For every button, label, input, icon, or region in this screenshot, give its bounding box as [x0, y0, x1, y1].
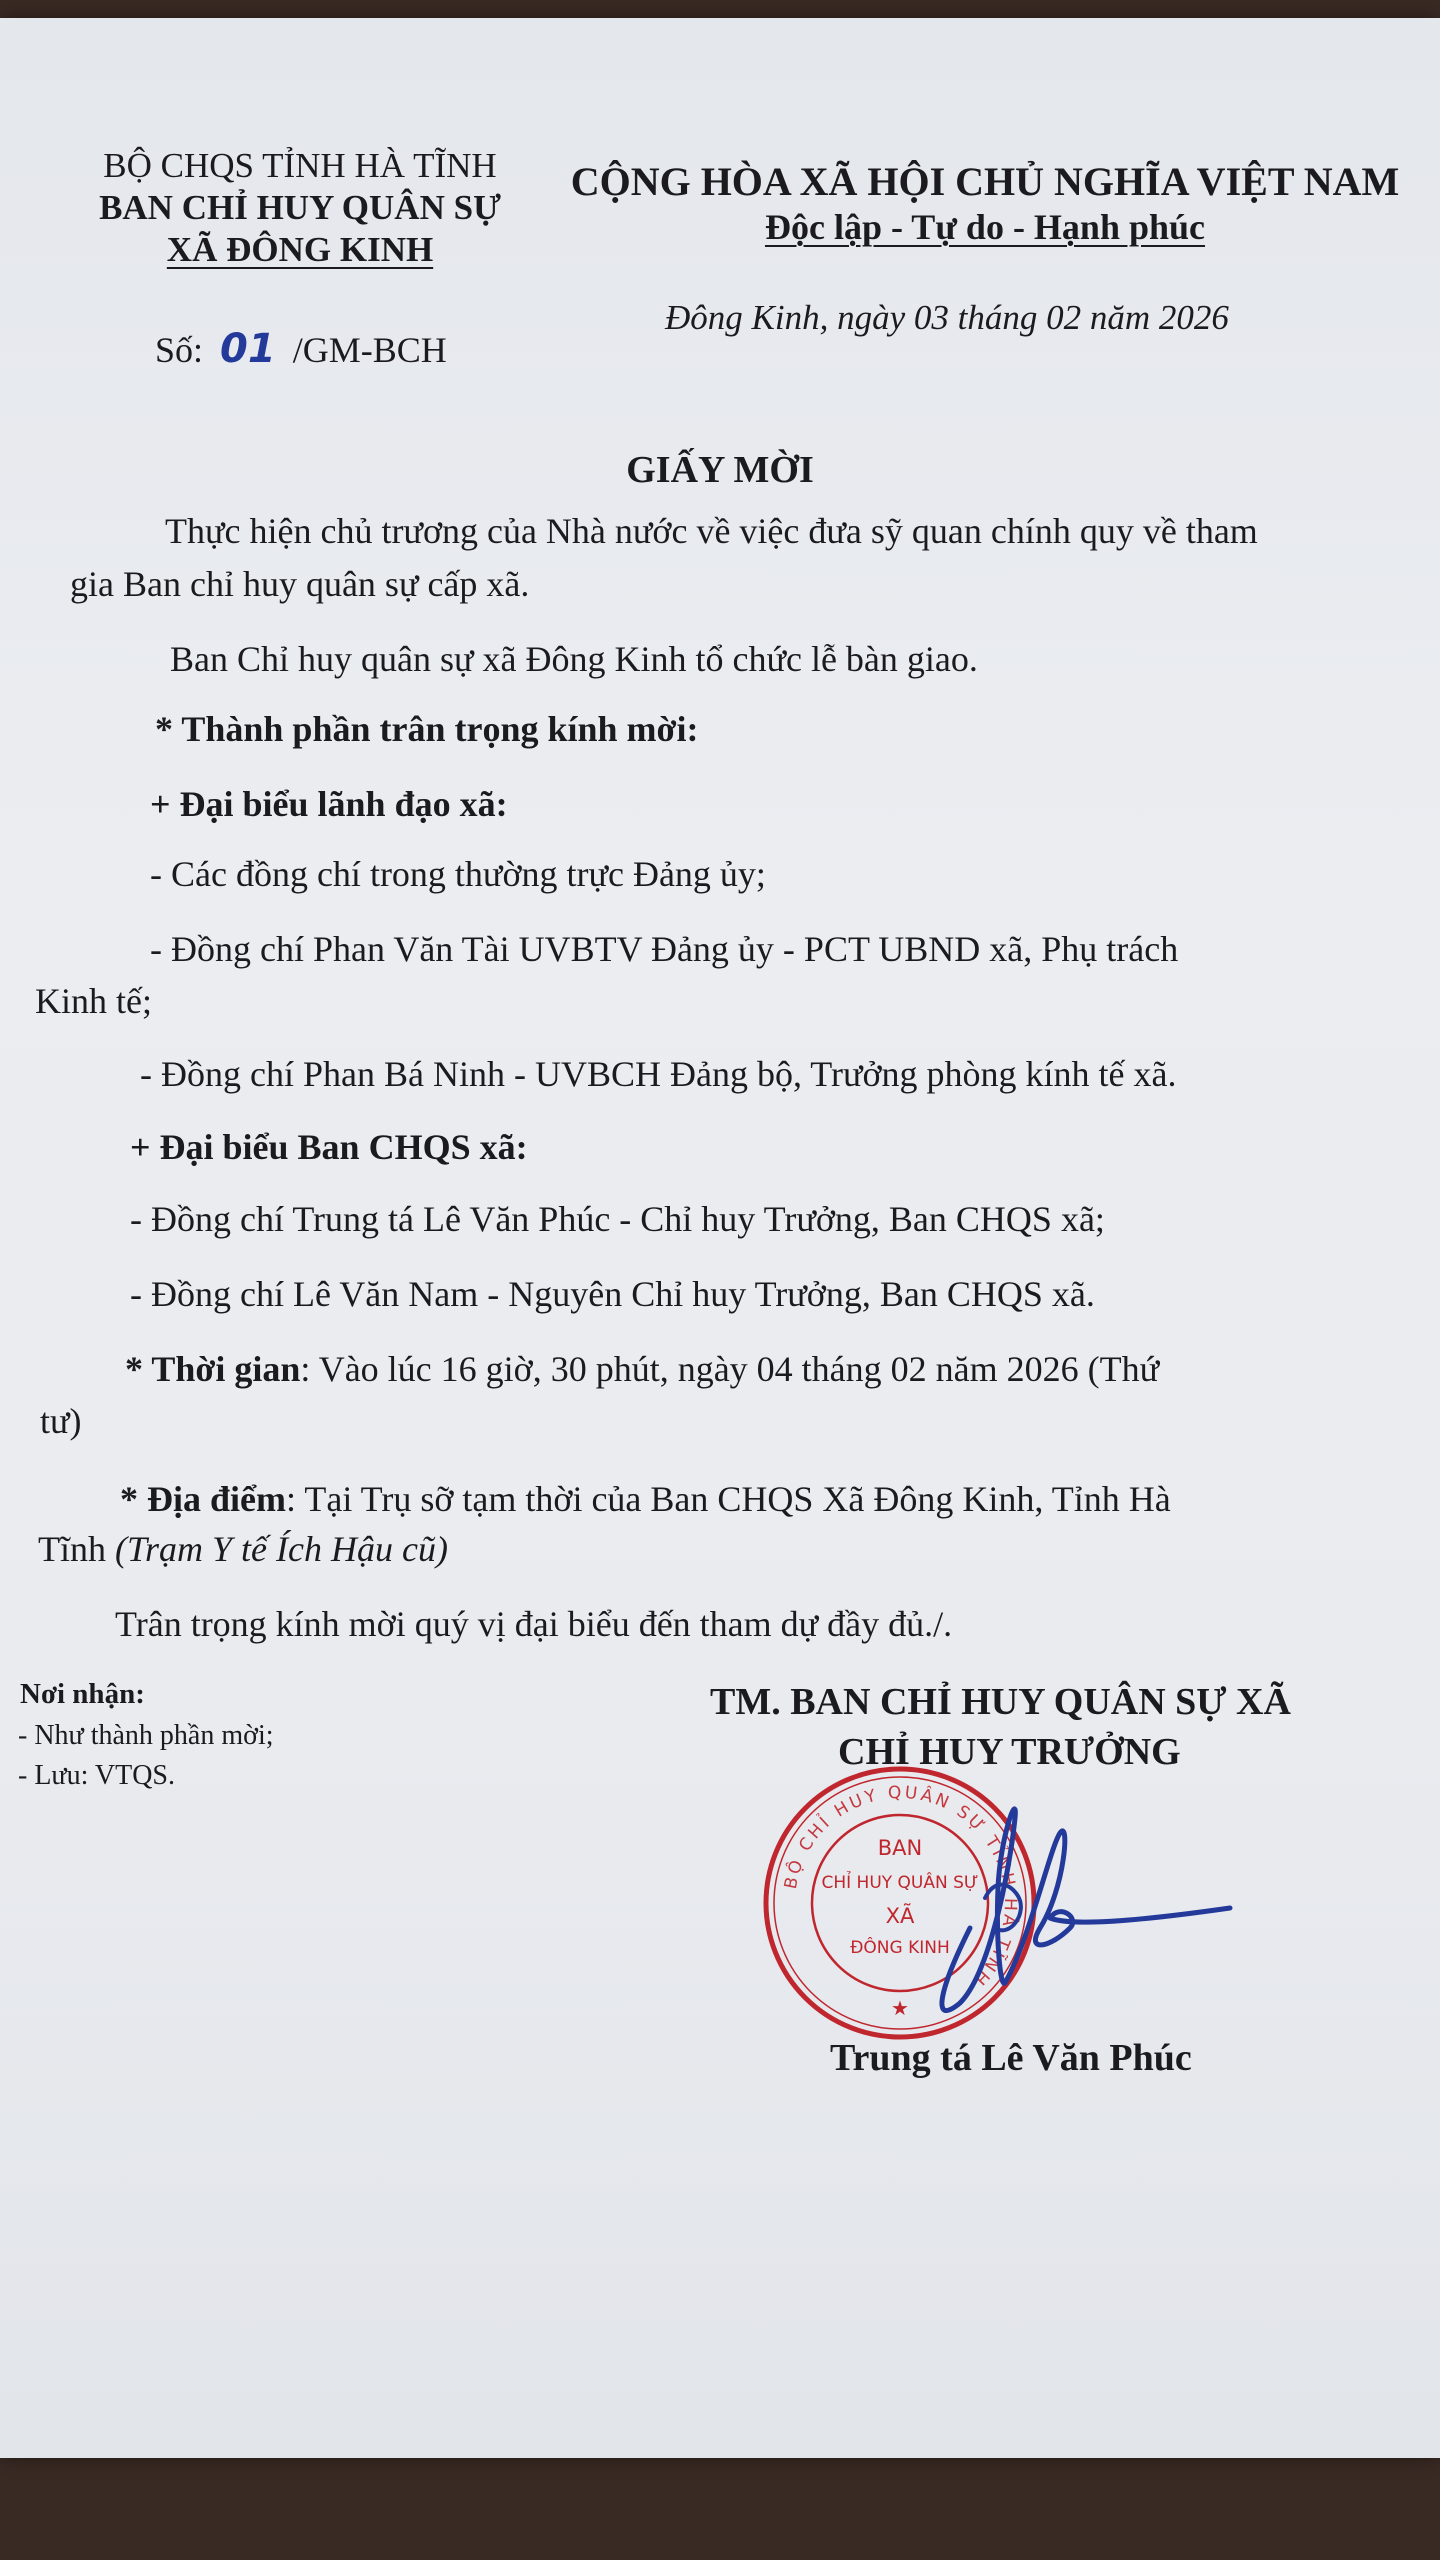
document-date: Đông Kinh, ngày 03 tháng 02 năm 2026	[665, 298, 1229, 337]
document-page	[0, 18, 1440, 2458]
number-prefix: Số:	[155, 330, 204, 370]
agency-commune	[60, 230, 540, 270]
seal-inner-2: CHỈ HUY QUÂN SỰ	[821, 1873, 979, 1893]
national-motto-text: Độc lập - Tự do - Hạnh phúc	[764, 207, 1206, 247]
recipients-heading: Nơi nhận:	[20, 1678, 145, 1710]
time-value: : Vào lúc 16 giờ, 30 phút, ngày 04 tháng 02 năm 2026 (Thứ	[300, 1349, 1160, 1389]
time-line-2: tư)	[40, 1401, 82, 1441]
place-value: : Tại Trụ sỡ tạm thời của Ban CHQS Xã Đông Kinh, Tỉnh Hà	[286, 1479, 1171, 1519]
number-suffix: /GM-BCH	[292, 330, 447, 370]
time-line-1	[125, 1348, 1159, 1390]
group-1-item-1: - Các đồng chí trong thường trực Đảng ủy;	[150, 854, 766, 894]
handwritten-signature-icon	[900, 1778, 1260, 2018]
paragraph-1-line-1: Thực hiện chủ trương của Nhà nước về việc đưa sỹ quan chính quy về tham	[165, 511, 1258, 551]
group-1-item-3: - Đồng chí Phan Bá Ninh - UVBCH Đảng bộ, Trưởng phòng kính tế xã.	[140, 1054, 1177, 1094]
group-2-heading: + Đại biểu Ban CHQS xã:	[130, 1127, 528, 1167]
document-title: GIẤY MỜI	[626, 449, 814, 491]
group-1-heading: + Đại biểu lãnh đạo xã:	[150, 784, 508, 824]
place-value-2: Tĩnh	[38, 1529, 115, 1569]
place-label: * Địa điểm	[120, 1479, 286, 1519]
seal-inner-4: ĐÔNG KINH	[850, 1938, 950, 1958]
national-motto	[560, 206, 1410, 248]
signature-org: TM. BAN CHỈ HUY QUÂN SỰ XÃ	[710, 1681, 1291, 1723]
closing-line: Trân trọng kính mời quý vị đại biểu đến tham dự đầy đủ./.	[115, 1604, 953, 1644]
place-line-2	[38, 1528, 448, 1570]
seal-inner-1: BAN	[877, 1836, 923, 1860]
signature-title: CHỈ HUY TRƯỞNG	[838, 1731, 1181, 1773]
place-line-1	[120, 1478, 1171, 1520]
paragraph-2: Ban Chỉ huy quân sự xã Đông Kinh tổ chức lễ bàn giao.	[170, 639, 978, 679]
group-2-item-1: - Đồng chí Trung tá Lê Văn Phúc - Chỉ huy Trưởng, Ban CHQS xã;	[130, 1199, 1105, 1239]
agency-commune-text: XÃ ĐÔNG KINH	[166, 230, 434, 269]
recipient-1: - Như thành phần mời;	[18, 1720, 274, 1751]
seal-star-icon: ★	[891, 1998, 909, 2020]
agency-parent: BỘ CHQS TỈNH HÀ TĨNH	[103, 146, 497, 185]
document-number	[155, 326, 447, 372]
seal-inner-3: XÃ	[885, 1904, 915, 1928]
group-2-item-2: - Đồng chí Lê Văn Nam - Nguyên Chỉ huy Trưởng, Ban CHQS xã.	[130, 1274, 1095, 1314]
invite-heading: * Thành phần trân trọng kính mời:	[155, 709, 699, 749]
group-1-item-2-line-1: - Đồng chí Phan Văn Tài UVBTV Đảng ủy - PCT UBND xã, Phụ trách	[150, 929, 1179, 969]
recipient-2: - Lưu: VTQS.	[18, 1760, 175, 1791]
group-1-item-2-line-2: Kinh tế;	[35, 981, 152, 1021]
number-handwritten: 01	[220, 326, 276, 372]
place-note: (Trạm Y tế Ích Hậu cũ)	[115, 1529, 448, 1569]
paragraph-1-line-2: gia Ban chỉ huy quân sự cấp xã.	[70, 564, 530, 604]
agency-name: BAN CHỈ HUY QUÂN SỰ	[99, 188, 501, 227]
national-title: CỘNG HÒA XÃ HỘI CHỦ NGHĨA VIỆT NAM	[570, 159, 1400, 204]
time-label: * Thời gian	[125, 1349, 301, 1389]
seal-ring-text: BỘ CHỈ HUY QUÂN SỰ TỈNH HÀ TĨNH	[780, 1782, 1021, 1991]
signer-name: Trung tá Lê Văn Phúc	[830, 2037, 1192, 2079]
